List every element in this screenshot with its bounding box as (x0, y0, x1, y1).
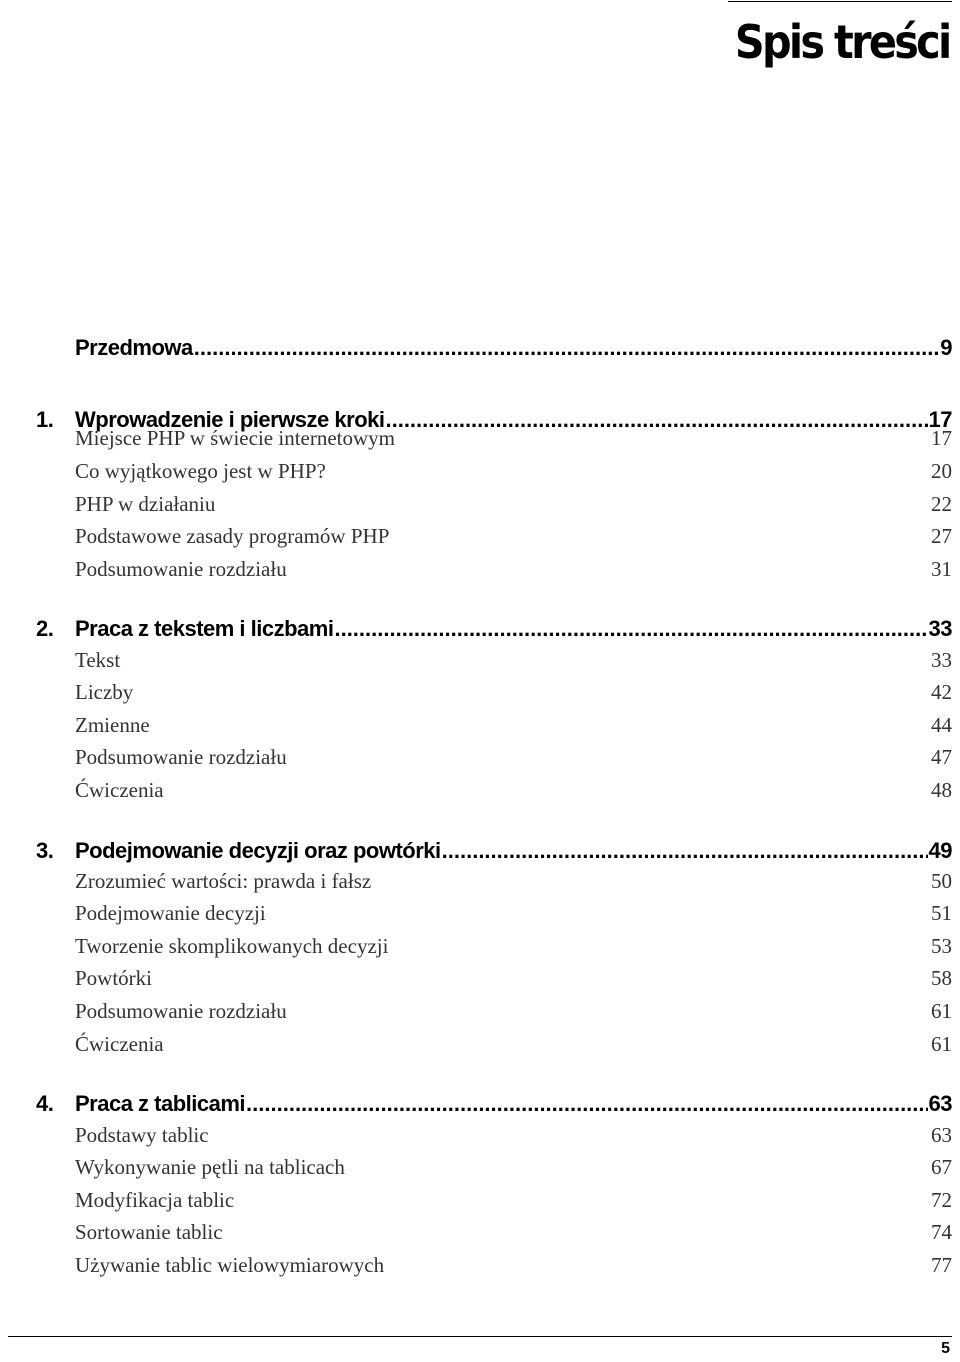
section-page: 20 (931, 459, 952, 483)
section-page: 53 (931, 934, 952, 958)
section-page: 67 (931, 1155, 952, 1179)
section-page: 74 (931, 1220, 952, 1244)
chapter-page: 9 (940, 335, 952, 360)
toc-section[interactable] (0, 775, 960, 805)
chapter-page: 49 (928, 838, 952, 863)
chapter-number: 2. (36, 616, 54, 641)
section-page: 27 (931, 524, 952, 548)
section-title: Podstawowe zasady programów PHP (75, 524, 390, 548)
section-title: Miejsce PHP w świecie internetowym (75, 426, 395, 450)
section-page: 33 (931, 648, 952, 672)
chapter-page: 17 (928, 407, 952, 432)
section-page: 50 (931, 869, 952, 893)
section-title: Tworzenie skomplikowanych decyzji (75, 934, 389, 958)
section-page: 22 (931, 492, 952, 516)
toc-section[interactable] (0, 1185, 960, 1215)
toc-chapter[interactable] (0, 614, 960, 644)
section-page: 61 (931, 999, 952, 1023)
section-title: Powtórki (75, 966, 153, 990)
section-title: Podstawy tablic (75, 1123, 209, 1147)
section-page: 42 (931, 680, 952, 704)
section-page: 17 (931, 426, 952, 450)
chapter-title: Podejmowanie decyzji oraz powtórki (75, 838, 441, 863)
page-title: Spis treści (735, 15, 950, 69)
toc-chapter[interactable] (0, 333, 960, 363)
toc-section[interactable] (0, 645, 960, 675)
section-title: Wykonywanie pętli na tablicach (75, 1155, 345, 1179)
section-title: Zmienne (75, 713, 150, 737)
section-page: 47 (931, 745, 952, 769)
section-title: Podsumowanie rozdziału (75, 557, 287, 581)
section-title: PHP w działaniu (75, 492, 216, 516)
chapter-page: 33 (928, 616, 952, 641)
toc-section[interactable] (0, 1250, 960, 1280)
toc-section[interactable] (0, 521, 960, 551)
section-title: Tekst (75, 648, 121, 672)
chapter-number: 1. (36, 407, 54, 432)
section-title: Ćwiczenia (75, 1032, 164, 1056)
toc-section[interactable] (0, 931, 960, 961)
toc-section[interactable] (0, 1120, 960, 1150)
section-title: Podejmowanie decyzji (75, 901, 266, 925)
section-page: 31 (931, 557, 952, 581)
chapter-page: 63 (928, 1091, 952, 1116)
section-title: Zrozumieć wartości: prawda i fałsz (75, 869, 372, 893)
toc-section[interactable] (0, 677, 960, 707)
toc-section[interactable] (0, 866, 960, 896)
section-page: 63 (931, 1123, 952, 1147)
dot-leader (246, 1089, 927, 1119)
page-number: 5 (941, 1340, 950, 1357)
toc-section[interactable] (0, 456, 960, 486)
section-title: Ćwiczenia (75, 778, 164, 802)
section-title: Modyfikacja tablic (75, 1188, 235, 1212)
section-title: Używanie tablic wielowymiarowych (75, 1253, 385, 1277)
toc-section[interactable] (0, 1217, 960, 1247)
toc-section[interactable] (0, 742, 960, 772)
toc-section[interactable] (0, 996, 960, 1026)
section-page: 58 (931, 966, 952, 990)
section-page: 48 (931, 778, 952, 802)
dot-leader (334, 614, 927, 644)
section-page: 51 (931, 901, 952, 925)
section-title: Podsumowanie rozdziału (75, 745, 287, 769)
toc-section[interactable] (0, 898, 960, 928)
toc-chapter[interactable] (0, 1089, 960, 1119)
toc-chapter[interactable] (0, 836, 960, 866)
section-title: Podsumowanie rozdziału (75, 999, 287, 1023)
chapter-number: 3. (36, 838, 54, 863)
section-title: Sortowanie tablic (75, 1220, 223, 1244)
section-page: 44 (931, 713, 952, 737)
chapter-title: Praca z tablicami (75, 1091, 246, 1116)
section-page: 72 (931, 1188, 952, 1212)
toc-section[interactable] (0, 423, 960, 453)
section-title: Liczby (75, 680, 134, 704)
bottom-rule (8, 1336, 952, 1337)
chapter-title: Praca z tekstem i liczbami (75, 616, 334, 641)
section-page: 61 (931, 1032, 952, 1056)
toc-section[interactable] (0, 963, 960, 993)
dot-leader (194, 333, 939, 363)
chapter-number: 4. (36, 1091, 54, 1116)
chapter-title: Wprowadzenie i pierwsze kroki (75, 407, 385, 432)
toc-section[interactable] (0, 489, 960, 519)
top-rule (728, 1, 952, 2)
toc-section[interactable] (0, 710, 960, 740)
dot-leader (442, 836, 928, 866)
toc-section[interactable] (0, 554, 960, 584)
section-title: Co wyjątkowego jest w PHP? (75, 459, 326, 483)
toc-section[interactable] (0, 1029, 960, 1059)
toc-section[interactable] (0, 1152, 960, 1182)
chapter-title: Przedmowa (75, 335, 193, 360)
section-page: 77 (931, 1253, 952, 1277)
